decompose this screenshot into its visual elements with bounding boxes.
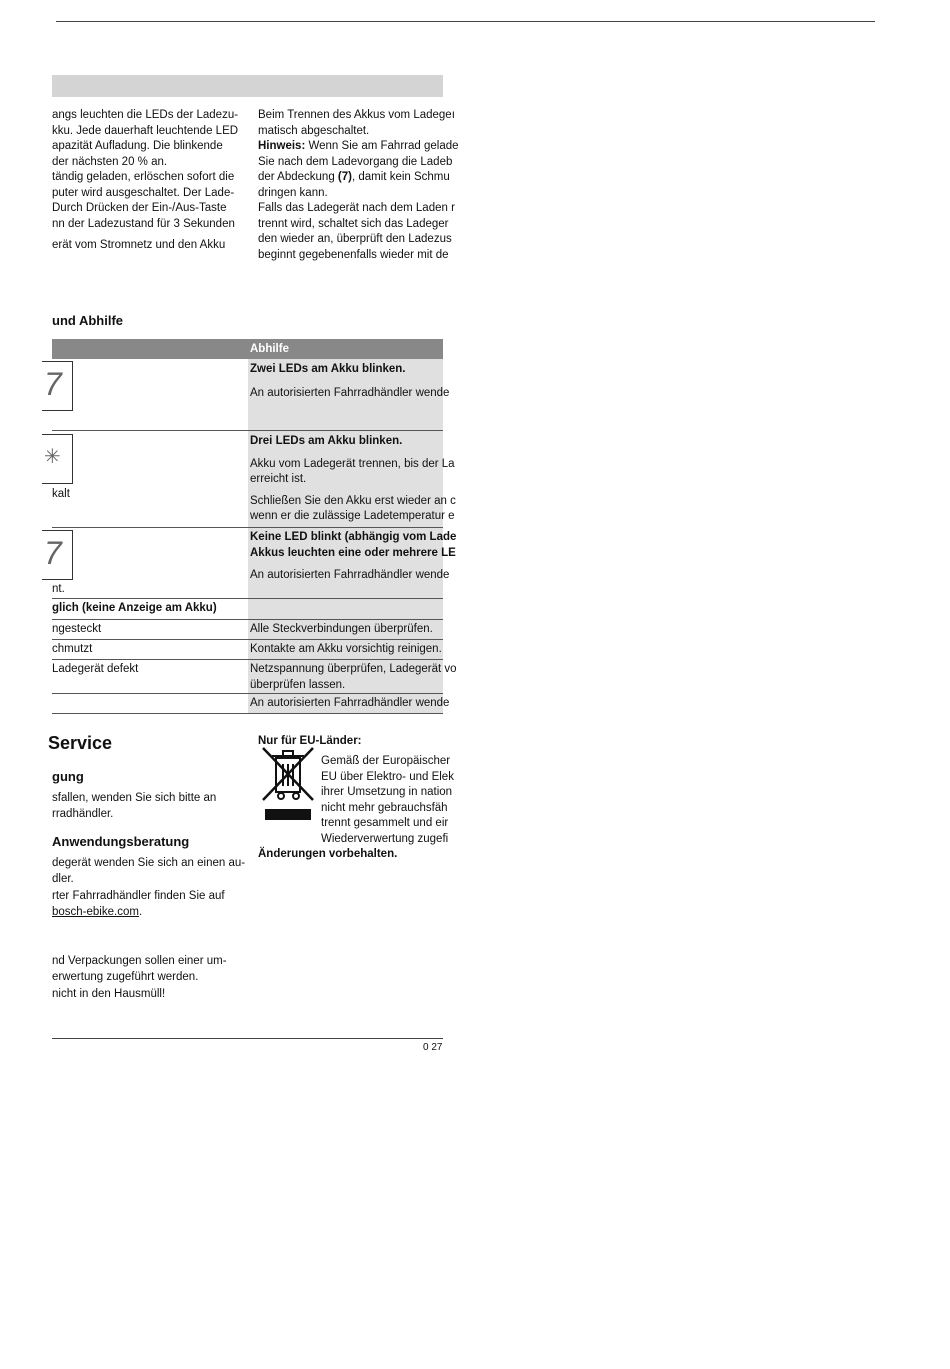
row-title: Drei LEDs am Akku blinken. [250, 435, 403, 447]
text-line: beginnt gegebenenfalls wieder mit de [258, 248, 449, 261]
text-line: angs leuchten die LEDs der Ladezu- [52, 109, 239, 121]
led-display-icon [42, 530, 73, 580]
blink-glyph: ✳ [44, 446, 61, 468]
website-link[interactable]: bosch-ebike.com [52, 905, 139, 918]
row-title: Akkus leuchten eine oder mehrere LE [250, 546, 456, 559]
text-line: kku. Jede dauerhaft leuchtende LED [52, 124, 239, 137]
text-line: den wieder an, überprüft den Ladezus [258, 233, 452, 245]
eu-heading: Nur für EU-Länder: [258, 735, 362, 747]
row-left-text: ngesteckt [52, 623, 102, 635]
text-line [258, 139, 459, 155]
text-line: Beim Trennen des Akkus vom Ladegeı [258, 109, 455, 121]
row-left-text: kalt [52, 488, 70, 500]
paragraph [52, 856, 245, 920]
text-line [52, 905, 245, 921]
text-line: Falls das Ladegerät nach dem Laden r [258, 202, 455, 214]
table-row-1 [248, 362, 449, 401]
row-text: Schließen Sie den Akku erst wieder an c [250, 494, 456, 507]
text-line: sfallen, wenden Sie sich bitte an [52, 792, 217, 804]
subheading-advice: Anwendungsberatung [52, 834, 190, 849]
row-left-text: chmutzt [52, 643, 93, 655]
row-text: Netzspannung überprüfen, Ladegerät vo [250, 663, 457, 675]
led-display-icon [42, 361, 73, 411]
text-line: erwertung zugeführt werden. [52, 970, 199, 983]
text-line: dler. [52, 872, 74, 885]
subheading-disposal: gung [52, 769, 84, 784]
text-fragment: , damit kein Schmu [351, 171, 450, 183]
row-text: wenn er die zulässige Ladetemperatur e [250, 510, 455, 522]
text-line: nn der Ladezustand für 3 Sekunden [52, 217, 235, 230]
paragraph [52, 791, 216, 822]
top-left-column [52, 108, 238, 254]
text-line: erät vom Stromnetz und den Akku [52, 239, 226, 251]
row-text: überprüfen lassen. [250, 678, 346, 691]
text-line: Sie nach dem Ladevorgang die Ladeb [258, 155, 453, 168]
text-line: apazität Aufladung. Die blinkende [52, 140, 223, 152]
hinweis-label: Hinweis: [258, 140, 306, 152]
crossed-out-bin-icon [259, 744, 317, 824]
bottom-rule [52, 1038, 443, 1039]
table-cell-bg [248, 599, 443, 619]
row-text: Kontakte am Akku vorsichtig reinigen. [250, 643, 442, 655]
row-text: An autorisierten Fahrradhändler wende [250, 697, 450, 709]
text-fragment: Wenn Sie am Fahrrad gelade [305, 140, 459, 152]
service-section [48, 730, 454, 1020]
top-rule [56, 21, 875, 22]
text-line: tändig geladen, erlöschen sofort die [52, 171, 235, 183]
row-left-text: nt. [52, 583, 65, 595]
service-title: Service [48, 733, 113, 753]
digit-glyph: 7 [44, 366, 62, 402]
text-fragment: . [138, 905, 143, 918]
row-title: Keine LED blinkt (abhängig vom Lade [250, 531, 457, 543]
table-row-2 [248, 434, 456, 525]
table-row-3 [248, 530, 456, 584]
text-line [258, 170, 459, 186]
table-row-7 [248, 662, 457, 693]
top-text-block [52, 108, 459, 273]
row-text: An autorisierten Fahrradhändler wende [250, 569, 450, 581]
table-header-left [52, 339, 248, 359]
digit-glyph: 7 [44, 535, 62, 571]
row-left-text: glich (keine Anzeige am Akku) [52, 602, 217, 614]
text-line: degerät wenden Sie sich an einen au- [52, 857, 246, 869]
text-line: matisch abgeschaltet. [258, 124, 370, 137]
top-right-column [258, 108, 459, 263]
section-header-bar [52, 75, 443, 97]
text-line: der nächsten 20 % an. [52, 155, 168, 168]
row-title: Zwei LEDs am Akku blinken. [250, 363, 406, 375]
row-left-text: Ladegerät defekt [52, 663, 139, 675]
text-line: nicht in den Hausmüll! [52, 988, 166, 1000]
text-line: ihrer Umsetzung in nation [321, 786, 453, 798]
changes-reserved-note: Änderungen vorbehalten. [258, 848, 398, 860]
troubleshooting-table [44, 339, 457, 717]
text-line: nd Verpackungen sollen einer um- [52, 955, 227, 967]
text-line: trennt gesammelt und eir [321, 817, 449, 829]
text-fragment: der Abdeckung [258, 171, 338, 183]
table-header-right: Abhilfe [248, 339, 443, 359]
section-heading: und Abhilfe [52, 313, 124, 328]
text-line: nicht mehr gebrauchsfäh [321, 801, 448, 814]
row-text: Akku vom Ladegerät trennen, bis der La [250, 457, 455, 470]
paragraph [52, 954, 227, 1003]
row-text: Alle Steckverbindungen überprüfen. [250, 623, 433, 635]
text-line: Gemäß der Europäischer [321, 755, 451, 767]
text-line: EU über Elektro- und Elek [321, 770, 454, 783]
row-text: An autorisierten Fahrradhändler wende [250, 386, 450, 399]
row-text: erreicht ist. [250, 473, 307, 485]
text-line: trennt wird, schaltet sich das Ladeger [258, 217, 449, 230]
text-line: Durch Drücken der Ein-/Aus-Taste [52, 202, 227, 214]
led-blinking-icon [42, 434, 73, 484]
page-number: 0 27 [423, 1042, 443, 1053]
reference-number: (7) [337, 171, 352, 183]
text-line: dringen kann. [258, 186, 328, 199]
text-line: Wiederverwertung zugefi [321, 832, 449, 845]
row-divider [52, 713, 443, 714]
text-line: rter Fahrradhändler finden Sie auf [52, 890, 225, 902]
text-line: puter wird ausgeschaltet. Der Lade- [52, 186, 235, 199]
text-line: rradhändler. [52, 807, 114, 820]
eu-text [321, 754, 454, 847]
